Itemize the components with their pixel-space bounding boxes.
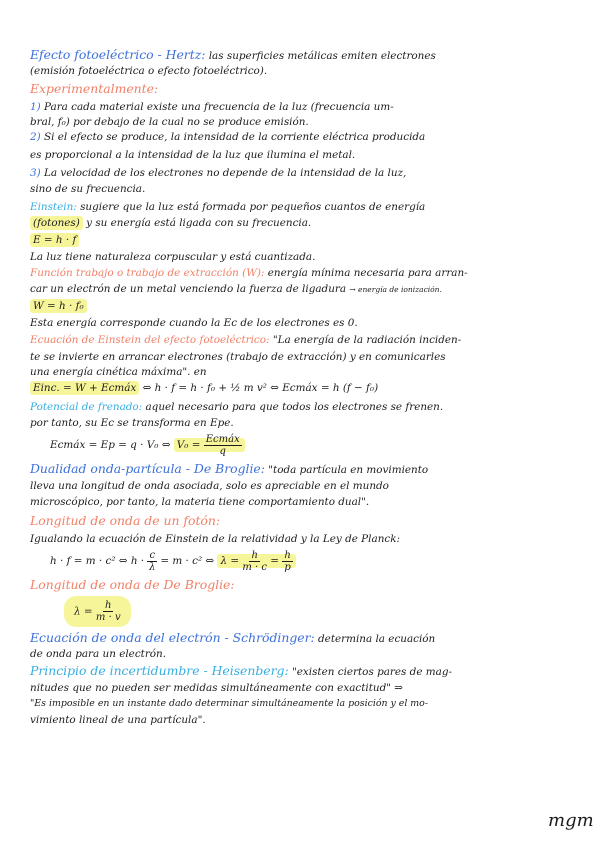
point1-line-a (30, 100, 582, 114)
point2-text-a: Si el efecto se produce, la intensidad de la corriente eléctrica producida (43, 131, 426, 143)
photons-highlight: (fotones) (30, 216, 83, 230)
einstein-equation-line-b: te se invierte en arrancar electrones (trabajo de extracción) y en comunicarles (30, 351, 446, 363)
photon-wavelength-label: Longitud de onda de un fotón: (30, 514, 221, 528)
einstein-label: Einstein: (30, 201, 77, 213)
photon-fraction-1 (147, 550, 157, 573)
photon-fraction-2 (242, 550, 267, 573)
de-broglie-lambda-eq: λ = (74, 605, 93, 618)
photoelectric-line2: (emisión fotoeléctrica o efecto fotoeléctrico). (30, 65, 268, 77)
point3-number: 3) (30, 167, 41, 179)
de-broglie-fraction-num: h (105, 600, 112, 611)
experimental-heading: Experimentalmente: (30, 82, 159, 96)
duality-title-rest: "toda partícula en movimiento (268, 464, 429, 476)
incident-energy-rest: ⇔ h · f = h · f₀ + ½ m v² ⇔ Ecmáx = h (f − f₀) (142, 382, 379, 394)
stopping-equation-v0: V₀ = (176, 439, 201, 451)
stopping-potential-label: Potencial de frenado: (30, 401, 143, 413)
photon-fraction-1-den: λ (149, 561, 156, 573)
point3-text-a: La velocidad de los electrones no depende de la intensidad de la luz, (43, 167, 407, 179)
incident-energy-equation-line (30, 381, 582, 395)
point3-line-a (30, 166, 582, 180)
photon-equation-part-a: h · f = m · c² ⇔ h · (50, 555, 145, 567)
photon-fraction-2-num: h (251, 549, 258, 561)
photon-fraction-3-den: p (284, 561, 291, 573)
stopping-potential-line-a (30, 400, 582, 414)
work-function-text-a: energía mínima necesaria para arran- (267, 267, 468, 279)
light-nature-line: La luz tiene naturaleza corpuscular y está cuantizada. (30, 251, 316, 263)
photon-wavelength-equation-line (50, 546, 599, 576)
photon-wavelength-text: Igualando la ecuación de Einstein de la relatividad y la Ley de Planck: (30, 533, 400, 545)
stopping-equation-fraction (204, 434, 242, 457)
einstein-line-a (30, 200, 582, 214)
photon-wavelength-highlight (217, 549, 295, 573)
photon-lambda-eq: λ = (220, 555, 240, 567)
einstein-equation-line-c: una energía cinética máxima". en (30, 366, 207, 378)
photoelectric-title: Efecto fotoeléctrico - Hertz: (30, 48, 206, 62)
duality-line3: microscópico, por tanto, la materia tiene comportamiento dual". (30, 496, 370, 508)
point1-line-b: bral, f₀) por debajo de la cual no se produce emisión. (30, 116, 309, 128)
point3-line-b: sino de su frecuencia. (30, 183, 146, 195)
photon-fraction-1-num: c (149, 549, 156, 561)
heisenberg-line-c: "Es imposible en un instante dado determinar simultáneamente la posición y el mo- (30, 698, 428, 709)
point2-line-a (30, 130, 582, 144)
stopping-equation-numerator: Ecmáx (205, 433, 240, 445)
ionization-note: → energía de ionización. (349, 285, 442, 294)
de-broglie-wavelength-label: Longitud de onda de De Broglie: (30, 578, 235, 592)
point2-number: 2) (30, 131, 41, 143)
heisenberg-line-d: vimiento lineal de una partícula". (30, 714, 206, 726)
work-equation-line (30, 299, 582, 313)
schrodinger-title-rest: determina la ecuación (318, 633, 436, 645)
einstein-equation-text-a: "La energía de la radiación inciden- (272, 334, 462, 346)
stopping-potential-line-b: por tanto, su Ec se transforma en Epe. (30, 417, 234, 429)
work-function-text-b: car un electrón de un metal venciendo la fuerza de ligadura (30, 283, 347, 295)
schrodinger-line2: de onda para un electrón. (30, 648, 167, 660)
photon-equals: = (270, 555, 280, 567)
kinetic-zero-line: Esta energía corresponde cuando la Ec de los electrones es 0. (30, 317, 358, 329)
author-signature: mgm (548, 810, 594, 831)
duality-line2: lleva una longitud de onda asociada, solo es apreciable en el mundo (30, 480, 389, 492)
heisenberg-label: Principio de incertidumbre - Heisenberg: (30, 664, 289, 678)
photon-equation-part-b: = m · c² ⇔ (160, 555, 215, 567)
einstein-equation-label: Ecuación de Einstein del efecto fotoeléctrico: (30, 334, 270, 346)
heisenberg-text-a: "existen ciertos pares de mag- (291, 666, 452, 678)
schrodinger-title: Ecuación de onda del electrón - Schrödinger: (30, 631, 315, 645)
de-broglie-fraction-den: m · v (95, 612, 121, 623)
de-broglie-equation-line (64, 596, 599, 628)
duality-title-line (30, 462, 582, 477)
einstein-line-b (30, 216, 582, 230)
einstein-equation-line-a (30, 333, 582, 347)
duality-title: Dualidad onda-partícula - De Broglie: (30, 462, 265, 476)
work-function-line-a (30, 266, 582, 280)
einstein-text-a: sugiere que la luz está formada por pequeños cuantos de energía (80, 201, 426, 213)
incident-energy-highlight: Einc. = W + Ecmáx (30, 381, 139, 395)
photoelectric-title-line (30, 48, 582, 63)
energy-equation-line (30, 233, 582, 247)
point1-text-a: Para cada material existe una frecuencia de la luz (frecuencia um- (43, 101, 394, 113)
stopping-potential-text-a: aquel necesario para que todos los electrones se frenen. (145, 401, 444, 413)
de-broglie-equation-highlight (64, 596, 131, 627)
work-equation: W = h · f₀ (30, 299, 87, 313)
stopping-equation-highlight (174, 433, 245, 457)
work-function-label: Función trabajo o trabajo de extracción (W): (30, 267, 265, 279)
stopping-potential-equation-line (50, 432, 599, 458)
photon-fraction-3 (282, 550, 292, 573)
heisenberg-line-b: nitudes que no pueden ser medidas simultáneamente con exactitud" ⇒ (30, 682, 404, 694)
stopping-equation-denominator: q (219, 445, 226, 457)
de-broglie-fraction (96, 600, 121, 623)
work-function-line-b (30, 282, 582, 297)
photoelectric-title-rest: las superficies metálicas emiten electrones (208, 50, 436, 62)
energy-equation: E = h · f (30, 233, 79, 247)
photon-fraction-3-num: h (284, 549, 291, 561)
photon-fraction-2-den: m · c (242, 561, 267, 573)
point1-number: 1) (30, 101, 41, 113)
einstein-text-b: y su energía está ligada con su frecuencia. (86, 217, 312, 229)
heisenberg-line-a (30, 664, 582, 679)
stopping-equation-left: Ecmáx = Ep = q · V₀ ⇔ (50, 439, 171, 451)
schrodinger-title-line (30, 631, 582, 646)
point2-line-b: es proporcional a la intensidad de la luz que ilumina el metal. (30, 149, 356, 161)
